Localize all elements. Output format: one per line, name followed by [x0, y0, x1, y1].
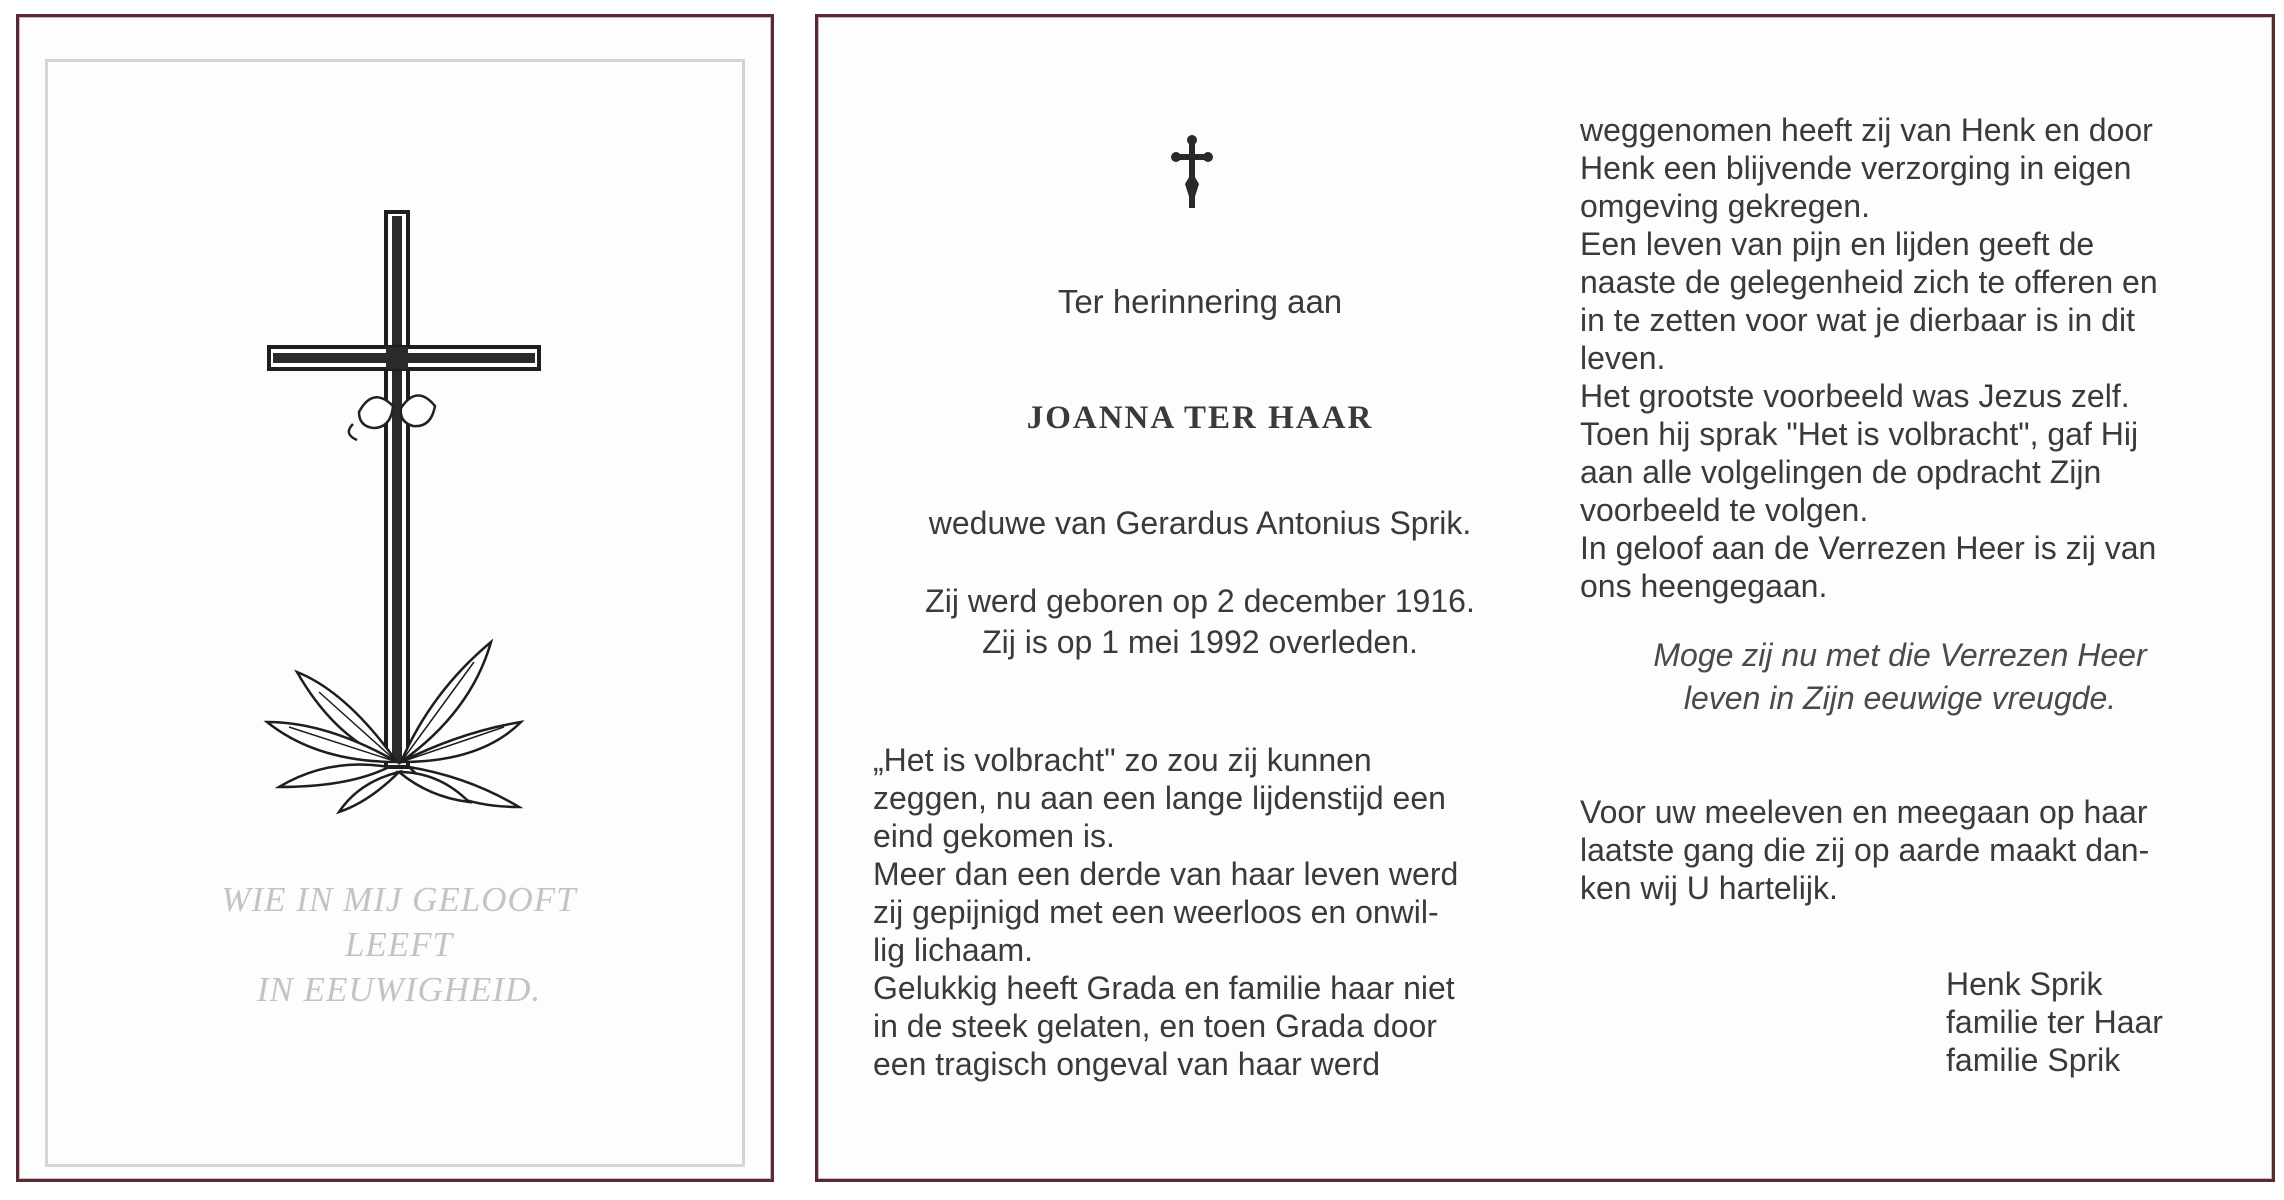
widow-line: weduwe van Gerardus Antonius Sprik. — [928, 505, 1472, 541]
text-line: zeggen, nu aan een lange lijdenstijd een — [873, 780, 1446, 816]
text-line: Henk een blijvende verzorging in eigen — [1580, 150, 2132, 186]
text-line: Het grootste voorbeeld was Jezus zelf. — [1580, 378, 2130, 414]
signature-line: familie Sprik — [1946, 1042, 2121, 1078]
deceased-name: JOANNA TER HAAR — [1026, 400, 1374, 436]
motto — [169, 877, 629, 1012]
text-line: laatste gang die zij op aarde maakt dan- — [1580, 832, 2150, 868]
text-line: Gelukkig heeft Grada en familie haar niet — [873, 970, 1455, 1006]
right-paragraph — [1580, 111, 2226, 605]
text-line: eind gekomen is. — [873, 818, 1115, 854]
signature-line: familie ter Haar — [1946, 1004, 2163, 1040]
text-line: naaste de gelegenheid zich te offeren en — [1580, 264, 2158, 300]
text-line: ons heengegaan. — [1580, 568, 1828, 604]
motto-line: IN EEUWIGHEID. — [256, 970, 542, 1009]
thanks-paragraph — [1580, 793, 2226, 907]
text-line: in te zetten voor wat je dierbaar is in dit — [1580, 302, 2135, 338]
text-line: aan alle volgelingen de opdracht Zijn — [1580, 454, 2102, 490]
prayer-line: Moge zij nu met die Verrezen Heer — [1653, 637, 2147, 673]
memorial-intro: Ter herinnering aan — [1057, 283, 1343, 320]
text-line: ken wij U hartelijk. — [1580, 870, 1838, 906]
text-line: een tragisch ongeval van haar werd — [873, 1046, 1380, 1082]
motto-line: WIE IN MIJ GELOOFT — [221, 880, 577, 919]
text-line: omgeving gekregen. — [1580, 188, 1870, 224]
text-line: Meer dan een derde van haar leven werd — [873, 856, 1459, 892]
text-line: zij gepijnigd met een weerloos en onwil- — [873, 894, 1439, 930]
text-line: in de steek gelaten, en toen Grada door — [873, 1008, 1437, 1044]
small-cross-icon — [1168, 132, 1216, 212]
text-line: lig lichaam. — [873, 932, 1034, 968]
text-line: weggenomen heeft zij van Henk en door — [1580, 112, 2153, 148]
cross-with-leaves-icon — [249, 202, 549, 817]
prayer — [1600, 634, 2200, 720]
motto-line: LEEFT — [344, 925, 454, 964]
text-line: Een leven van pijn en lijden geeft de — [1580, 226, 2095, 262]
text-line: In geloof aan de Verrezen Heer is zij van — [1580, 530, 2157, 566]
text-line: Voor uw meeleven en meegaan op haar — [1580, 794, 2148, 830]
text-line: „Het is volbracht" zo zou zij kunnen — [873, 742, 1372, 778]
signature-line: Henk Sprik — [1946, 966, 2103, 1002]
birth-line: Zij werd geboren op 2 december 1916. — [925, 583, 1475, 619]
left-paragraph — [873, 741, 1513, 1083]
front-card — [16, 14, 774, 1182]
death-line: Zij is op 1 mei 1992 overleden. — [982, 624, 1418, 660]
text-line: leven. — [1580, 340, 1666, 376]
signatures — [1946, 965, 2163, 1079]
text-line: Toen hij sprak "Het is volbracht", gaf Hij — [1580, 416, 2139, 452]
text-line: voorbeeld te volgen. — [1580, 492, 1869, 528]
prayer-line: leven in Zijn eeuwige vreugde. — [1683, 680, 2117, 716]
